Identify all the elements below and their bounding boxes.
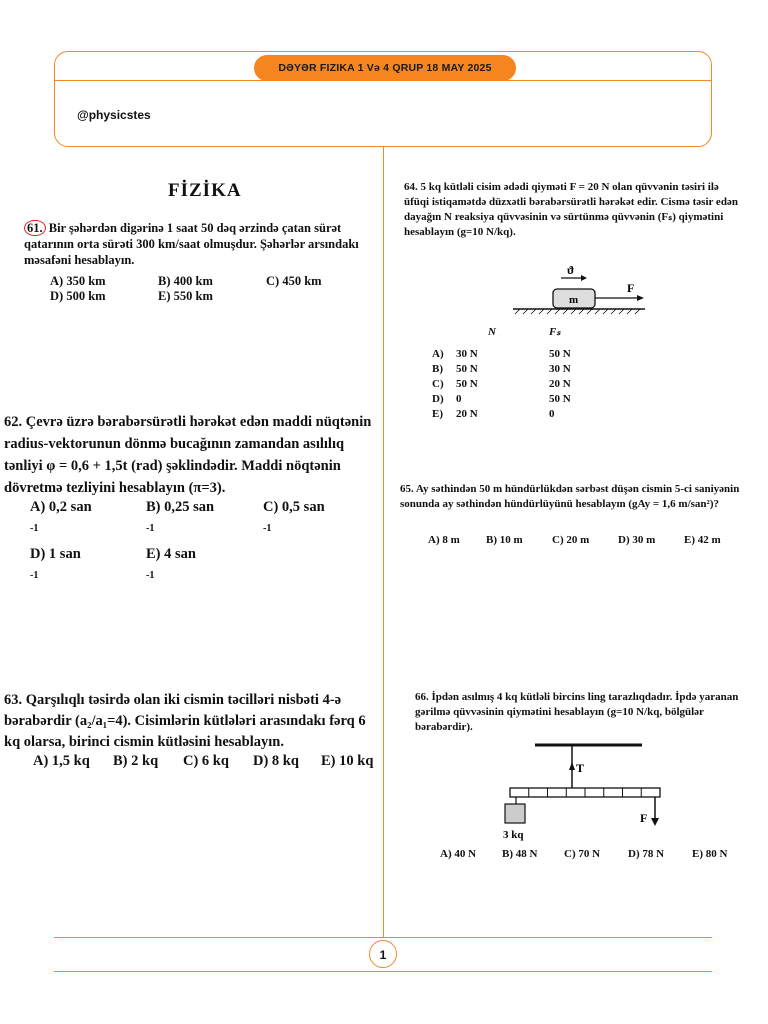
- option-c[interactable]: C) 70 N: [564, 848, 601, 860]
- question-text: Qarşılıqlı təsirdə olan iki cismin təcilləri nisbəti 4-ə bərabərdir (a₂/a₁=4). Cisimlərin kütlələri arasındakı fərq 6 kq olarsa, birinci cismin kütləsini hesablayın.: [4, 692, 366, 750]
- column-divider: [383, 147, 384, 937]
- question-number: 62.: [4, 414, 23, 430]
- question-65: [400, 482, 745, 512]
- force-arrowhead: [637, 295, 644, 301]
- footer-rule-bottom: [54, 971, 712, 972]
- question-61: [24, 220, 379, 268]
- question-number: 66.: [415, 691, 429, 703]
- options-66: [440, 848, 740, 860]
- question-64: [404, 180, 744, 240]
- tension-label: T: [576, 761, 585, 775]
- author-handle: @physicstes: [77, 108, 151, 122]
- block-on-surface-figure: [505, 260, 665, 320]
- option-d[interactable]: D) 1 san $^{-1}$: [30, 545, 81, 581]
- option-d[interactable]: D) 500 km: [50, 289, 106, 303]
- option-d[interactable]: D) 78 N: [628, 848, 665, 860]
- question-number: 64.: [404, 181, 418, 193]
- option-c[interactable]: C) 6 kq: [183, 753, 229, 769]
- option-d[interactable]: D) 30 m: [618, 534, 656, 546]
- option-a[interactable]: A) 1,5 kq: [33, 753, 90, 769]
- question-text: Bir şəhərdən digərinə 1 saat 50 dəq ərzində çatan sürət qatarının orta sürəti 300 km/saat olmuşdur. Şəhərlər arsındakı məsafəni hesablayın.: [24, 221, 359, 267]
- velocity-label: ϑ: [567, 263, 575, 277]
- table-row[interactable]: A) 30 N 50 N: [432, 348, 571, 360]
- option-c[interactable]: C) 450 km: [266, 274, 322, 288]
- footer-rule-top: [54, 937, 712, 938]
- option-d[interactable]: D) 8 kq: [253, 753, 299, 769]
- option-e[interactable]: E) 550 km: [158, 289, 213, 303]
- force-label: F: [627, 281, 635, 295]
- option-c[interactable]: C) 0,5 san $^{-1}$: [263, 499, 325, 534]
- question-text: İpdən asılmış 4 kq kütləli bircins ling tarazlıqdadır. İpdə yaranan gərilmə qüvvəsinin qiymətini hesablayın (g=10 N/kq, bölgülər bərabərdir).: [415, 691, 739, 733]
- option-b[interactable]: B) 10 m: [486, 534, 523, 546]
- question-text: 5 kq kütləli cisim ədədi qiyməti F = 20 N olan qüvvənin təsiri ilə üfüqi istiqamətdə düzxətli bərabərsürətli hərəkət edir. Cismə təsir edən dayağın N reaksiya qüvvəsinin və sürtünmə qüvvənin (Fₛ) qiymətini hesablayın (g=10 N/kq).: [404, 181, 738, 238]
- options-62: [30, 497, 370, 591]
- option-c[interactable]: C) 20 m: [552, 534, 590, 546]
- option-b[interactable]: B) 400 km: [158, 274, 213, 288]
- page-number: 1: [369, 940, 397, 968]
- option-a[interactable]: A) 350 km: [50, 274, 106, 288]
- option-e[interactable]: E) 10 kq: [321, 753, 374, 769]
- table-row[interactable]: B) 50 N 30 N: [432, 363, 571, 375]
- options-63: [33, 753, 383, 770]
- exam-title-badge: DƏYƏR FIZIKA 1 Və 4 QRUP 18 MAY 2025: [254, 55, 516, 81]
- question-text: Ay səthindən 50 m hündürlükdən sərbəst düşən cismin 5-ci saniyənin sonunda ay səthindən hündürlüyünü hesablayın (gAy = 1,6 m/san²)?: [400, 483, 740, 510]
- question-number: 63.: [4, 692, 23, 708]
- options-61: [50, 274, 370, 304]
- column-fs: Fₛ: [549, 326, 561, 338]
- option-e[interactable]: E) 4 san $^{-1}$: [146, 545, 196, 581]
- question-text: Çevrə üzrə bərabərsürətli hərəkət edən maddi nüqtənin radius-vektorunun dönmə bucağının zamandan asılılıq tənliyi φ = 0,6 + 1,5t (rad) şəklindədir. Maddi nöqtənin dövretmə tezliyini hesablayın (π=3).: [4, 414, 372, 496]
- tension-arrowhead: [569, 762, 575, 770]
- options-65: [428, 534, 748, 546]
- velocity-arrowhead: [581, 275, 587, 281]
- option-b[interactable]: B) 2 kq: [113, 753, 159, 769]
- option-a[interactable]: A) 8 m: [428, 534, 460, 546]
- table-row[interactable]: E) 20 N 0: [432, 408, 555, 420]
- option-e[interactable]: E) 80 N: [692, 848, 728, 860]
- mass-block: [505, 804, 525, 823]
- mass-label: 3 kq: [503, 829, 524, 841]
- table-row[interactable]: C) 50 N 20 N: [432, 378, 571, 390]
- table-row[interactable]: D) 0 50 N: [432, 393, 571, 405]
- force-arrowhead: [651, 818, 659, 826]
- subject-title: FİZİKA: [168, 180, 242, 201]
- option-b[interactable]: B) 48 N: [502, 848, 538, 860]
- column-n: N: [488, 326, 496, 338]
- question-62: [4, 411, 384, 499]
- answer-table-64: [432, 325, 609, 422]
- question-66: [415, 690, 745, 735]
- option-e[interactable]: E) 42 m: [684, 534, 721, 546]
- question-63: [4, 690, 384, 753]
- force-label: F: [640, 811, 648, 825]
- option-a[interactable]: A) 0,2 san $^{-1}$: [30, 499, 92, 534]
- option-b[interactable]: B) 0,25 san $^{-1}$: [146, 499, 215, 534]
- question-number: 61.: [24, 220, 46, 236]
- lever-figure: [500, 740, 680, 846]
- question-number: 65.: [400, 483, 414, 495]
- option-a[interactable]: A) 40 N: [440, 848, 477, 860]
- mass-label: m: [569, 294, 579, 306]
